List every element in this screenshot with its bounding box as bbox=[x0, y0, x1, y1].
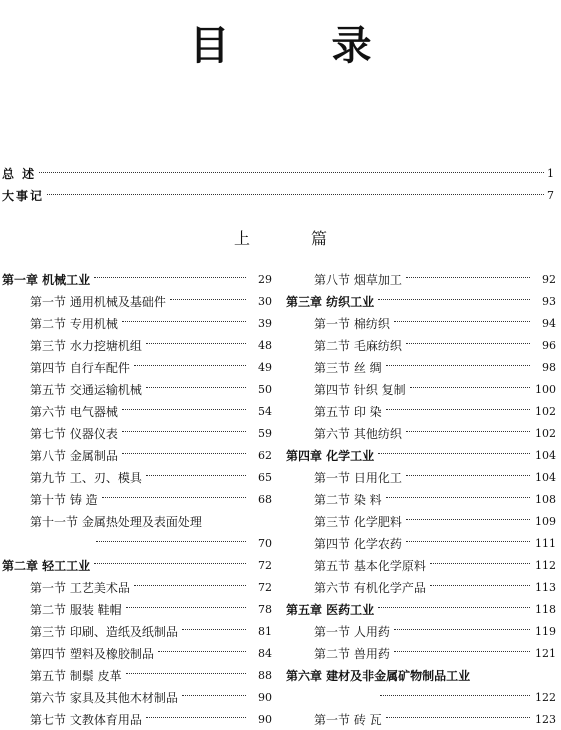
front-matter-entry[interactable] bbox=[2, 164, 554, 182]
entry-page-number: 84 bbox=[258, 646, 272, 660]
dot-leader bbox=[410, 378, 530, 388]
entry-label: 第二节 专用机械 bbox=[30, 316, 118, 331]
entry-page-number: 122 bbox=[535, 690, 556, 704]
dot-leader bbox=[134, 576, 246, 586]
toc-section-entry[interactable] bbox=[286, 708, 556, 730]
toc-section-entry[interactable] bbox=[2, 444, 272, 466]
dot-leader bbox=[406, 268, 530, 278]
entry-page-number: 68 bbox=[258, 492, 272, 506]
entry-page-number: 94 bbox=[542, 316, 556, 330]
entry-page-number: 59 bbox=[258, 426, 272, 440]
dot-leader bbox=[182, 686, 246, 696]
entry-page-number: 39 bbox=[258, 316, 272, 330]
entry-label: 第十一节 金属热处理及表面处理 bbox=[30, 514, 202, 529]
toc-section-entry[interactable] bbox=[2, 488, 272, 510]
entry-label: 第六节 家具及其他木材制品 bbox=[30, 690, 178, 705]
toc-section-entry[interactable] bbox=[286, 554, 556, 576]
entry-page-number: 88 bbox=[258, 668, 272, 682]
entry-label: 第五节 基本化学原料 bbox=[314, 558, 426, 573]
entry-label: 第五节 印 染 bbox=[314, 404, 382, 419]
entry-page-number: 109 bbox=[535, 514, 556, 528]
entry-page-number: 62 bbox=[258, 448, 272, 462]
entry-label: 第四节 塑料及橡胶制品 bbox=[30, 646, 154, 661]
entry-page-number: 70 bbox=[258, 536, 272, 550]
toc-left-column bbox=[2, 268, 272, 730]
toc-section-entry[interactable] bbox=[286, 312, 556, 334]
entry-label: 第三节 水力挖塘机组 bbox=[30, 338, 142, 353]
entry-page-number: 72 bbox=[258, 580, 272, 594]
entry-label: 第二章 轻工工业 bbox=[2, 558, 91, 573]
entry-page-number: 113 bbox=[535, 580, 556, 594]
dot-leader bbox=[94, 268, 246, 278]
entry-label: 第一节 工艺美术品 bbox=[30, 580, 130, 595]
entry-label: 第一节 日用化工 bbox=[314, 470, 402, 485]
dot-leader bbox=[430, 576, 530, 586]
toc-section-entry[interactable] bbox=[2, 576, 272, 598]
toc-section-entry[interactable] bbox=[286, 378, 556, 400]
dot-leader bbox=[406, 532, 530, 542]
dot-leader bbox=[126, 598, 246, 608]
entry-label: 第十节 铸 造 bbox=[30, 492, 98, 507]
toc-section-entry[interactable] bbox=[286, 466, 556, 488]
entry-label: 第六节 有机化学产品 bbox=[314, 580, 426, 595]
entry-page-number: 90 bbox=[258, 690, 272, 704]
toc-section-entry[interactable] bbox=[2, 466, 272, 488]
entry-page-number: 104 bbox=[535, 448, 556, 462]
toc-section-entry[interactable] bbox=[286, 510, 556, 532]
entry-page-number: 48 bbox=[258, 338, 272, 352]
toc-section-entry[interactable] bbox=[2, 708, 272, 730]
toc-section-entry[interactable] bbox=[2, 664, 272, 686]
entry-label: 第四节 针织 复制 bbox=[314, 382, 406, 397]
toc-section-entry[interactable] bbox=[286, 356, 556, 378]
entry-page-number: 54 bbox=[258, 404, 272, 418]
dot-leader bbox=[378, 290, 530, 300]
dot-leader bbox=[380, 686, 530, 696]
entry-label: 第二节 染 料 bbox=[314, 492, 382, 507]
dot-leader bbox=[158, 642, 246, 652]
dot-leader bbox=[378, 598, 530, 608]
entry-label: 第五章 医药工业 bbox=[286, 602, 375, 617]
dot-leader bbox=[394, 312, 530, 322]
dot-leader bbox=[146, 466, 246, 476]
dot-leader bbox=[394, 642, 530, 652]
dot-leader bbox=[122, 422, 246, 432]
dot-leader bbox=[430, 554, 530, 564]
toc-chapter-entry[interactable] bbox=[286, 290, 556, 312]
toc-section-entry[interactable] bbox=[2, 510, 272, 532]
dot-leader bbox=[170, 290, 246, 300]
entry-label: 第六章 建材及非金属矿物制品工业 bbox=[286, 668, 471, 683]
entry-label: 第六节 其他纺织 bbox=[314, 426, 402, 441]
dot-leader bbox=[134, 356, 246, 366]
entry-page-number: 104 bbox=[535, 470, 556, 484]
toc-section-entry[interactable] bbox=[286, 532, 556, 554]
dot-leader bbox=[182, 620, 246, 630]
toc-section-entry[interactable] bbox=[2, 422, 272, 444]
entry-page-number: 29 bbox=[258, 272, 272, 286]
dot-leader bbox=[146, 334, 246, 344]
dot-leader bbox=[122, 312, 246, 322]
toc-chapter-entry[interactable] bbox=[286, 598, 556, 620]
toc-section-entry[interactable] bbox=[286, 400, 556, 422]
dot-leader bbox=[406, 422, 530, 432]
entry-page-number: 1 bbox=[547, 166, 554, 180]
toc-section-entry[interactable] bbox=[286, 576, 556, 598]
entry-page-number: 72 bbox=[258, 558, 272, 572]
entry-label: 第三节 丝 绸 bbox=[314, 360, 382, 375]
entry-page-number: 102 bbox=[535, 426, 556, 440]
entry-page-number: 50 bbox=[258, 382, 272, 396]
entry-label: 总 述 bbox=[2, 166, 37, 181]
entry-label: 第五节 制鬃 皮革 bbox=[30, 668, 122, 683]
dot-leader bbox=[406, 466, 530, 476]
entry-label: 第一节 砖 瓦 bbox=[314, 712, 382, 727]
toc-section-entry[interactable] bbox=[286, 268, 556, 290]
toc-section-entry[interactable] bbox=[2, 356, 272, 378]
toc-right-column bbox=[286, 268, 556, 730]
dot-leader bbox=[406, 334, 530, 344]
entry-page-number: 7 bbox=[547, 188, 554, 202]
toc-chapter-entry[interactable] bbox=[2, 268, 272, 290]
toc-section-entry[interactable] bbox=[2, 312, 272, 334]
entry-page-number: 123 bbox=[535, 712, 556, 726]
toc-section-entry[interactable] bbox=[2, 400, 272, 422]
entry-label: 第四节 自行车配件 bbox=[30, 360, 130, 375]
entry-page-number: 119 bbox=[535, 624, 556, 638]
dot-leader bbox=[394, 620, 530, 630]
entry-label: 第八节 烟草加工 bbox=[314, 272, 402, 287]
entry-page-number: 93 bbox=[542, 294, 556, 308]
dot-leader bbox=[39, 164, 544, 173]
toc-chapter-entry[interactable] bbox=[286, 444, 556, 466]
toc-continuation[interactable] bbox=[2, 532, 272, 554]
entry-label: 第六节 电气器械 bbox=[30, 404, 118, 419]
entry-label: 第三节 印刷、造纸及纸制品 bbox=[30, 624, 178, 639]
entry-page-number: 102 bbox=[535, 404, 556, 418]
entry-label: 第四章 化学工业 bbox=[286, 448, 375, 463]
entry-label: 第二节 服装 鞋帽 bbox=[30, 602, 122, 617]
dot-leader bbox=[96, 532, 246, 542]
entry-page-number: 81 bbox=[258, 624, 272, 638]
toc-continuation[interactable] bbox=[286, 686, 556, 708]
dot-leader bbox=[386, 400, 530, 410]
entry-label: 第三节 化学肥料 bbox=[314, 514, 402, 529]
dot-leader bbox=[146, 378, 246, 388]
dot-leader bbox=[102, 488, 246, 498]
entry-label: 第三章 纺织工业 bbox=[286, 294, 375, 309]
entry-page-number: 108 bbox=[535, 492, 556, 506]
dot-leader bbox=[47, 186, 544, 195]
entry-page-number: 92 bbox=[542, 272, 556, 286]
entry-label: 第一节 人用药 bbox=[314, 624, 390, 639]
toc-section-entry[interactable] bbox=[2, 620, 272, 642]
front-matter-entry[interactable] bbox=[2, 186, 554, 204]
toc-section-entry[interactable] bbox=[2, 598, 272, 620]
toc-section-entry[interactable] bbox=[2, 378, 272, 400]
entry-page-number: 112 bbox=[535, 558, 556, 572]
toc-section-entry[interactable] bbox=[286, 488, 556, 510]
entry-label: 第五节 交通运输机械 bbox=[30, 382, 142, 397]
part-title: 上 篇 bbox=[233, 229, 356, 248]
entry-label: 第七节 仪器仪表 bbox=[30, 426, 118, 441]
toc-section-entry[interactable] bbox=[2, 290, 272, 312]
entry-page-number: 118 bbox=[535, 602, 556, 616]
entry-page-number: 78 bbox=[258, 602, 272, 616]
toc-section-entry[interactable] bbox=[286, 642, 556, 664]
entry-label: 第九节 工、刃、模具 bbox=[30, 470, 142, 485]
toc-section-entry[interactable] bbox=[2, 642, 272, 664]
entry-page-number: 49 bbox=[258, 360, 272, 374]
entry-label: 第四节 化学农药 bbox=[314, 536, 402, 551]
entry-page-number: 111 bbox=[535, 536, 556, 550]
entry-page-number: 100 bbox=[535, 382, 556, 396]
entry-label: 第一章 机械工业 bbox=[2, 272, 91, 287]
entry-label: 大事记 bbox=[2, 188, 45, 203]
entry-page-number: 121 bbox=[535, 646, 556, 660]
toc-section-entry[interactable] bbox=[286, 422, 556, 444]
toc-section-entry[interactable] bbox=[2, 334, 272, 356]
dot-leader bbox=[122, 400, 246, 410]
entry-page-number: 30 bbox=[258, 294, 272, 308]
entry-page-number: 96 bbox=[542, 338, 556, 352]
entry-label: 第二节 毛麻纺织 bbox=[314, 338, 402, 353]
entry-label: 第七节 文教体育用品 bbox=[30, 712, 142, 727]
dot-leader bbox=[386, 356, 530, 366]
dot-leader bbox=[126, 664, 246, 674]
toc-chapter-entry[interactable] bbox=[2, 554, 272, 576]
entry-page-number: 65 bbox=[258, 470, 272, 484]
dot-leader bbox=[386, 488, 530, 498]
toc-section-entry[interactable] bbox=[286, 620, 556, 642]
dot-leader bbox=[122, 444, 246, 454]
entry-label: 第二节 兽用药 bbox=[314, 646, 390, 661]
entry-page-number: 98 bbox=[542, 360, 556, 374]
toc-chapter-entry[interactable] bbox=[286, 664, 556, 686]
toc-section-entry[interactable] bbox=[286, 334, 556, 356]
entry-label: 第一节 棉纺织 bbox=[314, 316, 390, 331]
dot-leader bbox=[406, 510, 530, 520]
entry-page-number: 90 bbox=[258, 712, 272, 726]
toc-section-entry[interactable] bbox=[2, 686, 272, 708]
dot-leader bbox=[378, 444, 530, 454]
entry-label: 第一节 通用机械及基础件 bbox=[30, 294, 166, 309]
dot-leader bbox=[94, 554, 246, 564]
page-title: 目 录 bbox=[189, 23, 416, 69]
entry-label: 第八节 金属制品 bbox=[30, 448, 118, 463]
